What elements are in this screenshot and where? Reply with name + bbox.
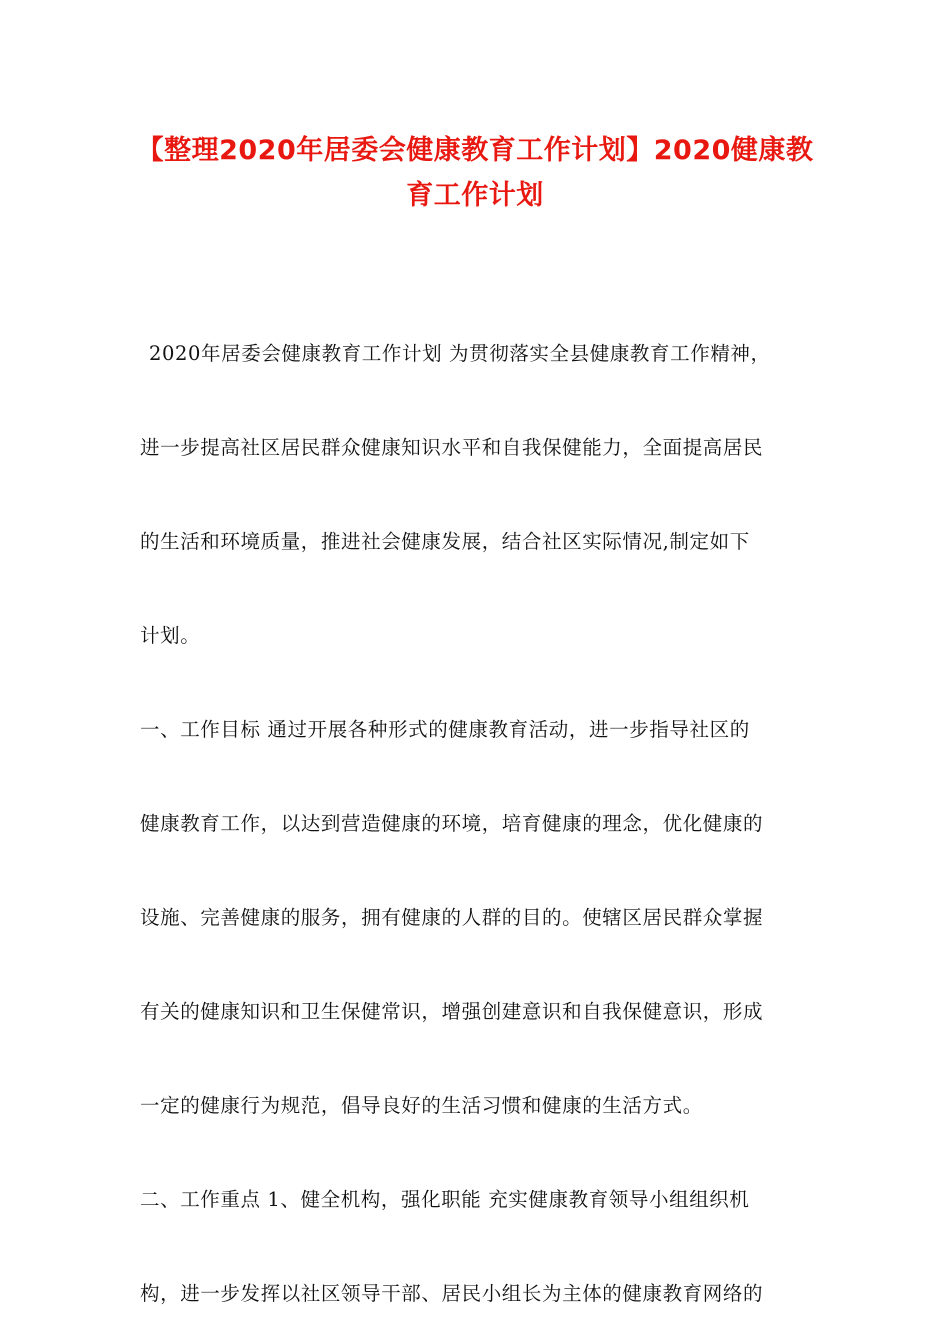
paragraph-line: 2020年居委会健康教育工作计划 为贯彻落实全县健康教育工作精神， [149, 342, 771, 365]
paragraph-line: 一定的健康行为规范，倡导良好的生活习惯和健康的生活方式。 [140, 1094, 703, 1117]
document-title [120, 128, 830, 218]
paragraph-line: 构，进一步发挥以社区领导干部、居民小组长为主体的健康教育网络的 [140, 1282, 764, 1305]
title-line-1: 【整理2020年居委会健康教育工作计划】2020健康教 [136, 135, 814, 166]
paragraph-line: 有关的健康知识和卫生保健常识，增强创建意识和自我保健意识，形成 [140, 1000, 764, 1023]
paragraph-line: 计划。 [140, 624, 201, 647]
paragraph-line: 设施、完善健康的服务，拥有健康的人群的目的。使辖区居民群众掌握 [140, 906, 764, 929]
paragraph-line: 一、工作目标 通过开展各种形式的健康教育活动，进一步指导社区的 [140, 718, 750, 741]
paragraph-line: 的生活和环境质量，推进社会健康发展，结合社区实际情况,制定如下 [140, 530, 750, 553]
title-line-2: 育工作计划 [406, 180, 544, 211]
document-body [140, 330, 815, 1317]
paragraph-line: 二、工作重点 1、健全机构，强化职能 充实健康教育领导小组组织机 [140, 1188, 750, 1211]
paragraph-line: 进一步提高社区居民群众健康知识水平和自我保健能力，全面提高居民 [140, 436, 764, 459]
paragraph-line: 健康教育工作，以达到营造健康的环境，培育健康的理念，优化健康的 [140, 812, 764, 835]
